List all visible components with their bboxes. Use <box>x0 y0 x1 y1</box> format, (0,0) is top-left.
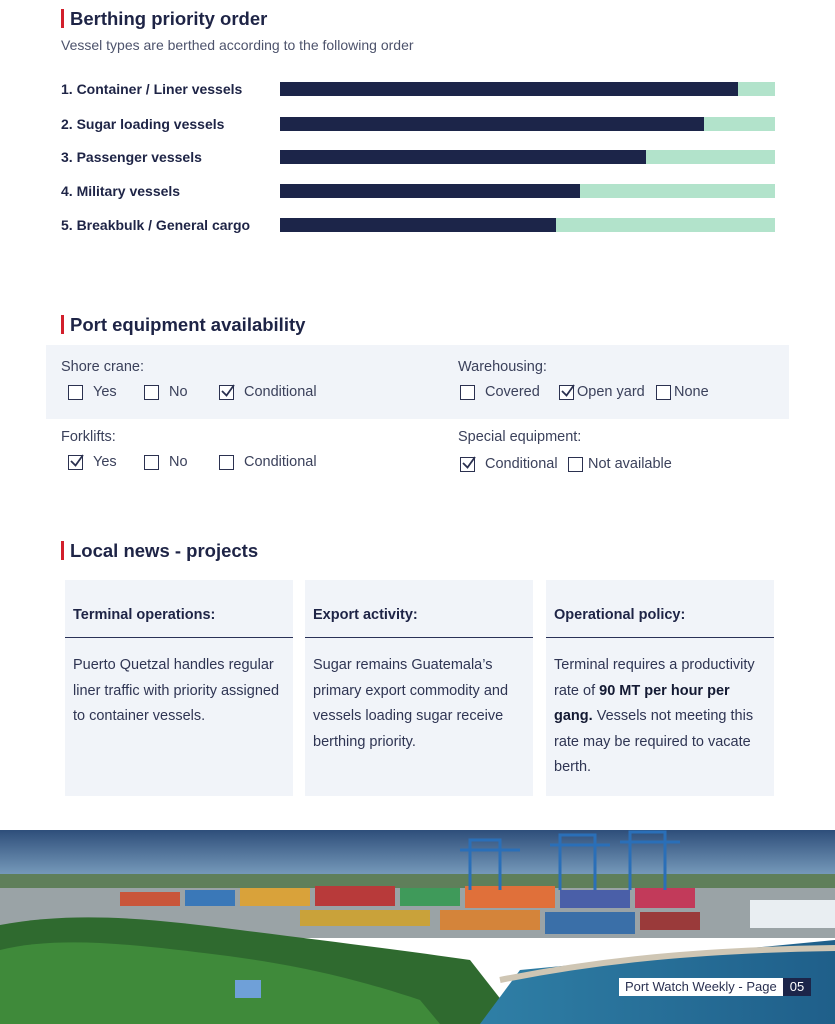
forklifts-group <box>61 428 317 470</box>
priority-bar-track <box>280 184 775 198</box>
option-label: Conditional <box>244 454 317 470</box>
news-card-terminal-operations <box>65 580 293 796</box>
shore-crane-group <box>61 358 317 400</box>
special-conditional-option[interactable] <box>460 456 558 472</box>
equipment-title: Port equipment availability <box>61 314 305 336</box>
option-label: No <box>169 454 188 470</box>
priority-row <box>61 216 776 234</box>
card-heading: Terminal operations: <box>65 580 293 638</box>
equipment-band <box>46 345 789 419</box>
priority-bar-track <box>280 117 775 131</box>
special-equipment-label: Special equipment: <box>458 429 582 445</box>
page-footer <box>619 978 811 996</box>
priority-label: 3. Passenger vessels <box>61 149 202 165</box>
priority-bar-track <box>280 82 775 96</box>
shore-crane-yes-option[interactable] <box>68 384 117 400</box>
page-number: 05 <box>783 978 811 996</box>
priority-bar-fill <box>280 117 704 131</box>
checkmark-icon <box>219 382 237 400</box>
option-label: Yes <box>93 384 117 400</box>
checkbox[interactable] <box>460 457 475 472</box>
option-label: Yes <box>93 454 117 470</box>
card-body-text: Terminal requires a productivity rate of <box>554 657 755 699</box>
news-card-operational-policy <box>546 580 774 796</box>
shore-crane-no-option[interactable] <box>144 384 188 400</box>
card-heading: Operational policy: <box>546 580 774 638</box>
priority-label: 5. Breakbulk / General cargo <box>61 217 251 233</box>
shore-crane-conditional-option[interactable] <box>219 384 317 400</box>
checkmark-icon <box>460 454 478 472</box>
priority-label: 1. Container / Liner vessels <box>61 81 243 97</box>
option-label: Not available <box>588 456 672 472</box>
option-label: No <box>169 384 188 400</box>
news-title: Local news - projects <box>61 540 258 562</box>
checkbox[interactable] <box>559 385 574 400</box>
checkbox[interactable] <box>144 385 159 400</box>
option-label: Conditional <box>485 456 558 472</box>
checkbox[interactable] <box>144 455 159 470</box>
checkbox[interactable] <box>68 385 83 400</box>
checkmark-icon <box>68 452 86 470</box>
warehousing-label: Warehousing: <box>458 359 547 375</box>
priority-label: 4. Military vessels <box>61 183 181 199</box>
priority-bar-fill <box>280 82 738 96</box>
checkbox[interactable] <box>460 385 475 400</box>
priority-bar-fill <box>280 150 646 164</box>
option-label: Open yard <box>577 384 645 400</box>
priority-bar-track <box>280 218 775 232</box>
forklifts-yes-option[interactable] <box>68 454 117 470</box>
card-body-text: Vessels not meeting this rate may be required to vacate berth. <box>554 708 754 775</box>
special-equipment-group <box>458 428 672 472</box>
priority-label: 2. Sugar loading vessels <box>61 116 225 132</box>
card-body: Sugar remains Guatemala’s primary export commodity and vessels loading sugar receive berthing priority. <box>313 657 509 750</box>
checkbox[interactable] <box>219 385 234 400</box>
priority-row <box>61 182 776 200</box>
checkbox[interactable] <box>568 457 583 472</box>
priority-row <box>61 115 776 133</box>
special-not-available-option[interactable] <box>568 456 672 472</box>
card-body: Puerto Quetzal handles regular liner traffic with priority assigned to container vessels. <box>73 657 280 724</box>
warehousing-group <box>458 358 709 400</box>
priority-bar-fill <box>280 218 556 232</box>
card-body <box>554 653 766 781</box>
publication-name: Port Watch Weekly - Page <box>619 978 783 996</box>
option-label: Covered <box>485 384 540 400</box>
forklifts-label: Forklifts: <box>61 429 116 445</box>
checkbox[interactable] <box>68 455 83 470</box>
checkbox[interactable] <box>656 385 671 400</box>
forklifts-conditional-option[interactable] <box>219 454 317 470</box>
shore-crane-label: Shore crane: <box>61 359 145 375</box>
checkmark-icon <box>559 382 577 400</box>
warehousing-open-yard-option[interactable] <box>559 384 645 400</box>
warehousing-none-option[interactable] <box>656 384 709 400</box>
priority-bar-fill <box>280 184 580 198</box>
berthing-subtitle: Vessel types are berthed according to the following order <box>61 37 414 53</box>
forklifts-no-option[interactable] <box>144 454 188 470</box>
priority-row <box>61 148 776 166</box>
priority-row <box>61 80 776 98</box>
berthing-title: Berthing priority order <box>61 8 267 30</box>
card-body-highlight: 90 MT per hour per gang. <box>554 682 730 724</box>
option-label: None <box>674 384 709 400</box>
card-heading: Export activity: <box>305 580 533 638</box>
priority-bar-track <box>280 150 775 164</box>
option-label: Conditional <box>244 384 317 400</box>
news-card-export-activity <box>305 580 533 796</box>
checkbox[interactable] <box>219 455 234 470</box>
warehousing-covered-option[interactable] <box>460 384 540 400</box>
